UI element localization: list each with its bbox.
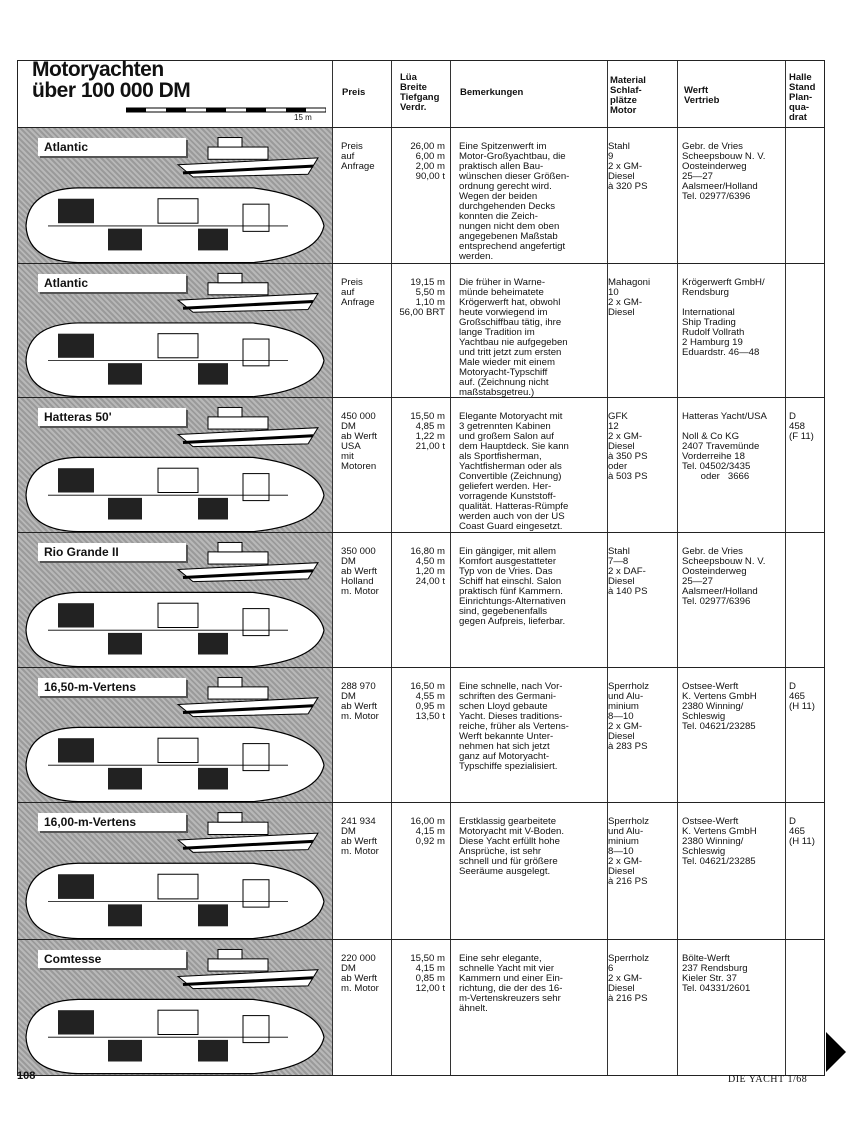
scale-label: 15 m: [294, 113, 312, 122]
next-page-arrow-icon[interactable]: [826, 1032, 846, 1072]
yacht-deck-plan: [26, 999, 324, 1073]
yacht-illustration: [18, 128, 332, 263]
cell-bemerkungen: Elegante Motoryacht mit 3 getrennten Kabinen und großem Salon auf dem Hauptdeck. Sie kann als Sportfisherman, Yachtfisherman oder als Convertible (Zeichnung) geliefert werden. Her- vorragende Kunststoff- qualität. Hatteras-Rümpfe werden auch von der US Coast Guard eingesetzt.: [459, 411, 569, 532]
cell-halle: D 465 (H 11): [789, 681, 815, 712]
table-row: [18, 940, 824, 1075]
cell-preis: 220 000 DM ab Werft m. Motor: [341, 953, 379, 994]
cell-material: Sperrholz und Alu- minium 8—10 2 x GM- Diesel à 283 PS: [608, 681, 650, 752]
cell-preis: Preis auf Anfrage: [341, 141, 375, 172]
yacht-side-view: [178, 542, 318, 581]
yacht-table: [17, 60, 825, 1076]
yacht-name-label: Hatteras 50': [38, 408, 186, 426]
journal-footer: DIE YACHT 1/68: [728, 1074, 808, 1085]
cell-preis: 241 934 DM ab Werft m. Motor: [341, 816, 379, 857]
cell-dims: 15,50 m 4,15 m 0,85 m 12,00 t: [410, 953, 445, 994]
yacht-deck-plan: [26, 457, 324, 531]
table-row: [18, 803, 824, 940]
table-row: [18, 264, 824, 398]
yacht-illustration: [18, 398, 332, 532]
table-row: [18, 398, 824, 533]
cell-material: Sperrholz und Alu- minium 8—10 2 x GM- Diesel à 216 PS: [608, 816, 650, 887]
header-preis: Preis: [342, 87, 366, 98]
cell-werft: Gebr. de Vries Scheepsbouw N. V. Oosteinderweg 25—27 Aalsmeer/Holland Tel. 02977/6396: [682, 141, 766, 202]
header-material: Material Schlaf- plätze Motor: [610, 75, 646, 116]
yacht-name-label: 16,50-m-Vertens: [38, 678, 186, 696]
yacht-side-view: [178, 677, 318, 716]
cell-material: Stahl 9 2 x GM- Diesel à 320 PS: [608, 141, 648, 192]
cell-material: Mahagoni 10 2 x GM- Diesel: [608, 277, 651, 318]
yacht-deck-plan: [26, 863, 324, 938]
cell-bemerkungen: Ein gängiger, mit allem Komfort ausgestatteter Typ von de Vries. Das Schiff hat einschl. Salon praktisch fünf Kammern. Einrichtungs-Alternativen sind, gegebenenfalls gegen Aufpreis, lieferbar.: [459, 546, 566, 627]
yacht-illustration: [18, 803, 332, 939]
yacht-illustration: [18, 940, 332, 1075]
cell-dims: 16,00 m 4,15 m 0,92 m: [410, 816, 445, 847]
yacht-side-view: [178, 138, 318, 177]
cell-werft: Krögerwerft GmbH/ Rendsburg International Ship Trading Rudolf Vollrath 2 Hamburg 19 Eduardstr. 46—48: [682, 277, 765, 358]
yacht-illustration: [18, 533, 332, 667]
table-row: [18, 668, 824, 803]
yacht-side-view: [178, 949, 318, 988]
page-number: 108: [17, 1070, 36, 1082]
cell-material: Stahl 7—8 2 x DAF- Diesel à 140 PS: [608, 546, 648, 597]
cell-bemerkungen: Die früher in Warne- münde beheimatete Krögerwerft hat, obwohl heute vorwiegend im Großschiffbau tätig, ihre lange Tradition im Yachtbau nie aufgegeben und tritt jetzt zum ersten Male wieder mit einem Motoryacht-Typschiff auf. (Zeichnung nicht maßstabsgetreu.): [459, 277, 568, 398]
yacht-illustration: [18, 668, 332, 802]
cell-dims: 16,50 m 4,55 m 0,95 m 13,50 t: [410, 681, 445, 722]
cell-bemerkungen: Erstklassig gearbeitete Motoryacht mit V-Boden. Diese Yacht erfüllt hohe Ansprüche, ist sehr schnell und für größere Seeräume ausgelegt.: [459, 816, 565, 877]
cell-preis: Preis auf Anfrage: [341, 277, 375, 308]
cell-dims: 26,00 m 6,00 m 2,00 m 90,00 t: [410, 141, 445, 182]
cell-werft: Hatteras Yacht/USA Noll & Co KG 2407 Travemünde Vorderreihe 18 Tel. 04502/3435 oder 3666: [682, 411, 767, 482]
table-header: [18, 58, 824, 128]
yacht-name-label: Comtesse: [38, 950, 186, 968]
yacht-side-view: [178, 273, 318, 312]
cell-dims: 15,50 m 4,85 m 1,22 m 21,00 t: [410, 411, 445, 452]
cell-halle: D 465 (H 11): [789, 816, 815, 847]
cell-werft: Ostsee-Werft K. Vertens GmbH 2380 Winning/ Schleswig Tel. 04621/23285: [682, 681, 757, 732]
header-dims: Lüa Breite Tiefgang Verdr.: [400, 72, 440, 113]
cell-halle: D 458 (F 11): [789, 411, 814, 442]
yacht-deck-plan: [26, 592, 324, 666]
header-werft: Werft Vertrieb: [684, 85, 720, 106]
page-title: Motoryachten über 100 000 DM: [32, 58, 191, 102]
table-row: [18, 533, 824, 668]
yacht-deck-plan: [26, 727, 324, 801]
cell-preis: 450 000 DM ab Werft USA mit Motoren: [341, 411, 378, 472]
header-bemerkungen: Bemerkungen: [460, 87, 524, 98]
yacht-deck-plan: [26, 323, 324, 397]
yacht-side-view: [178, 407, 318, 446]
cell-material: GFK 12 2 x GM- Diesel à 350 PS oder à 503 PS: [608, 411, 648, 482]
yacht-illustration: [18, 264, 332, 397]
cell-bemerkungen: Eine sehr elegante, schnelle Yacht mit vier Kammern und einer Ein- richtung, die der des 16- m-Vertenskreuzers sehr ähnelt.: [459, 953, 563, 1014]
yacht-deck-plan: [26, 188, 324, 263]
cell-dims: 19,15 m 5,50 m 1,10 m 56,00 BRT: [399, 277, 445, 318]
yacht-name-label: 16,00-m-Vertens: [38, 813, 186, 831]
cell-werft: Bölte-Werft 237 Rendsburg Kieler Str. 37 Tel. 04331/2601: [682, 953, 751, 994]
cell-werft: Gebr. de Vries Scheepsbouw N. V. Oosteinderweg 25—27 Aalsmeer/Holland Tel. 02977/6396: [682, 546, 766, 607]
cell-bemerkungen: Eine Spitzenwerft im Motor-Großyachtbau, die praktisch allen Bau- wünschen dieser Größen- ordnung gerecht wird. Wegen der beiden durchgehenden Decks konnten die Zeich- nungen nicht dem oben angegebenen Maßstab entsprechend angefertigt werden.: [459, 141, 570, 262]
cell-dims: 16,80 m 4,50 m 1,20 m 24,00 t: [410, 546, 445, 587]
cell-preis: 350 000 DM ab Werft Holland m. Motor: [341, 546, 379, 597]
cell-werft: Ostsee-Werft K. Vertens GmbH 2380 Winning/ Schleswig Tel. 04621/23285: [682, 816, 757, 867]
table-row: [18, 128, 824, 264]
yacht-side-view: [178, 813, 318, 853]
yacht-name-label: Rio Grande II: [38, 543, 186, 561]
header-halle: Halle Stand Plan- qua- drat: [789, 72, 816, 123]
cell-material: Sperrholz 6 2 x GM- Diesel à 216 PS: [608, 953, 650, 1004]
yacht-name-label: Atlantic: [38, 274, 186, 292]
yacht-name-label: Atlantic: [38, 138, 186, 156]
cell-preis: 288 970 DM ab Werft m. Motor: [341, 681, 379, 722]
cell-bemerkungen: Eine schnelle, nach Vor- schriften des Germani- schen Lloyd gebaute Yacht. Dieses traditions- reiche, früher als Vertens- Werft bekannte Unter- nehmen hat sich jetzt ganz auf Motoryacht- Typschiffe spezialisiert.: [459, 681, 569, 772]
